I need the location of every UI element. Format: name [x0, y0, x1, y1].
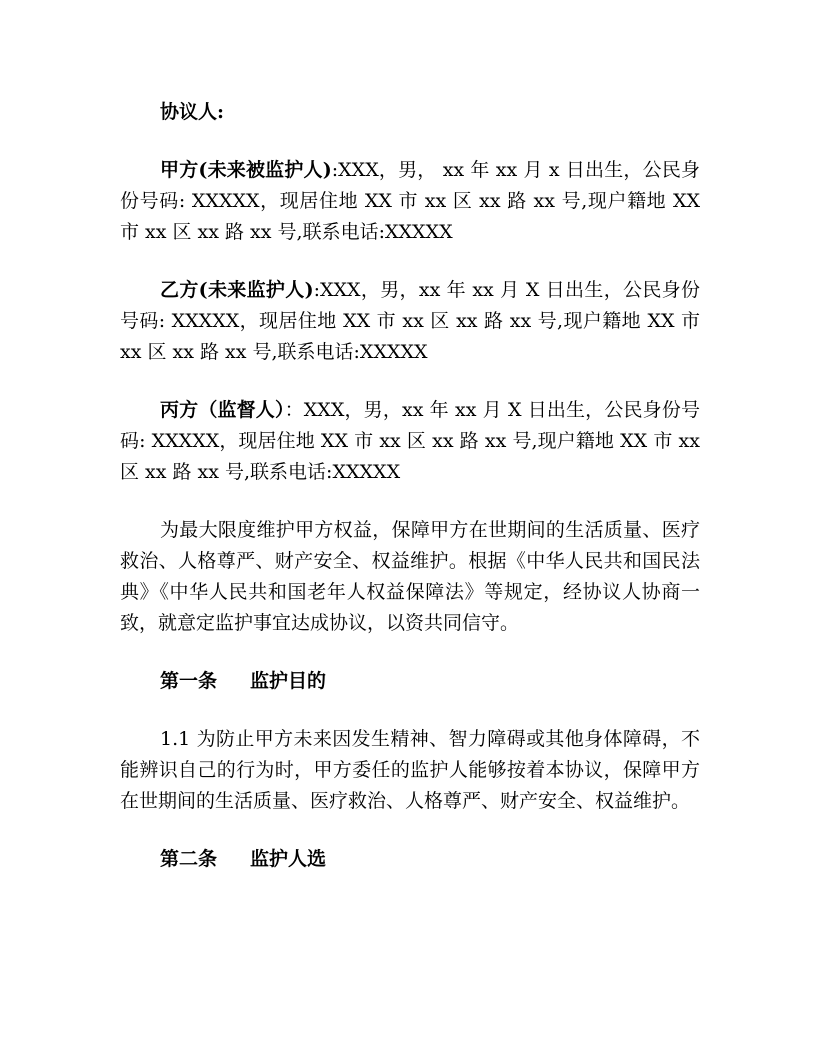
- article-2-number: 第二条: [160, 848, 218, 870]
- party-c-paragraph: [120, 395, 700, 488]
- parties-heading: 协议人:: [160, 101, 225, 123]
- article-2-heading: [120, 844, 700, 875]
- article-1-title: 监护目的: [250, 670, 327, 692]
- party-a-label: 甲方(未来被监护人): [160, 159, 332, 181]
- article-1-clause: 1.1 为防止甲方未来因发生精神、智力障碍或其他身体障碍，不能辨识自己的行为时，甲方委任的监护人能够按着本协议，保障甲方在世期间的生活质量、医疗救治、人格尊严、财产安全、权益维护。: [120, 728, 700, 812]
- party-a-text: :XXX，男， xx 年 xx 月 x 日出生，公民身份号码: XXXXX，现居住地 XX 市 xx 区 xx 路 xx 号,现户籍地 XX 市 xx 区 xx 路 xx 号,联系电话:XXXXX: [120, 159, 701, 243]
- article-1-number: 第一条: [160, 670, 218, 692]
- party-a-paragraph: [120, 155, 700, 248]
- document-body: [120, 97, 700, 875]
- party-b-paragraph: [120, 275, 700, 368]
- party-c-label: 丙方（监督人）: [160, 399, 285, 421]
- article-2-title: 监护人选: [250, 848, 327, 870]
- party-c-text: ：XXX，男，xx 年 xx 月 X 日出生，公民身份号码: XXXXX，现居住地 XX 市 xx 区 xx 路 xx 号,现户籍地 XX 市 xx 区 xx 路 xx 号,联系电话:XXXXX: [120, 399, 700, 483]
- party-b-text: :XXX，男，xx 年 xx 月 X 日出生，公民身份号码: XXXXX，现居住地 XX 市 xx 区 xx 路 xx 号,现户籍地 XX 市 xx 区 xx 路 xx 号,联系电话:XXXXX: [120, 279, 700, 363]
- preamble-paragraph: 为最大限度维护甲方权益，保障甲方在世期间的生活质量、医疗救治、人格尊严、财产安全、权益维护。根据《中华人民共和国民法典》《中华人民共和国老年人权益保障法》等规定，经协议人协商一致，就意定监护事宜达成协议，以资共同信守。: [120, 519, 700, 634]
- article-1-heading: [120, 666, 700, 697]
- party-b-label: 乙方(未来监护人): [160, 279, 314, 301]
